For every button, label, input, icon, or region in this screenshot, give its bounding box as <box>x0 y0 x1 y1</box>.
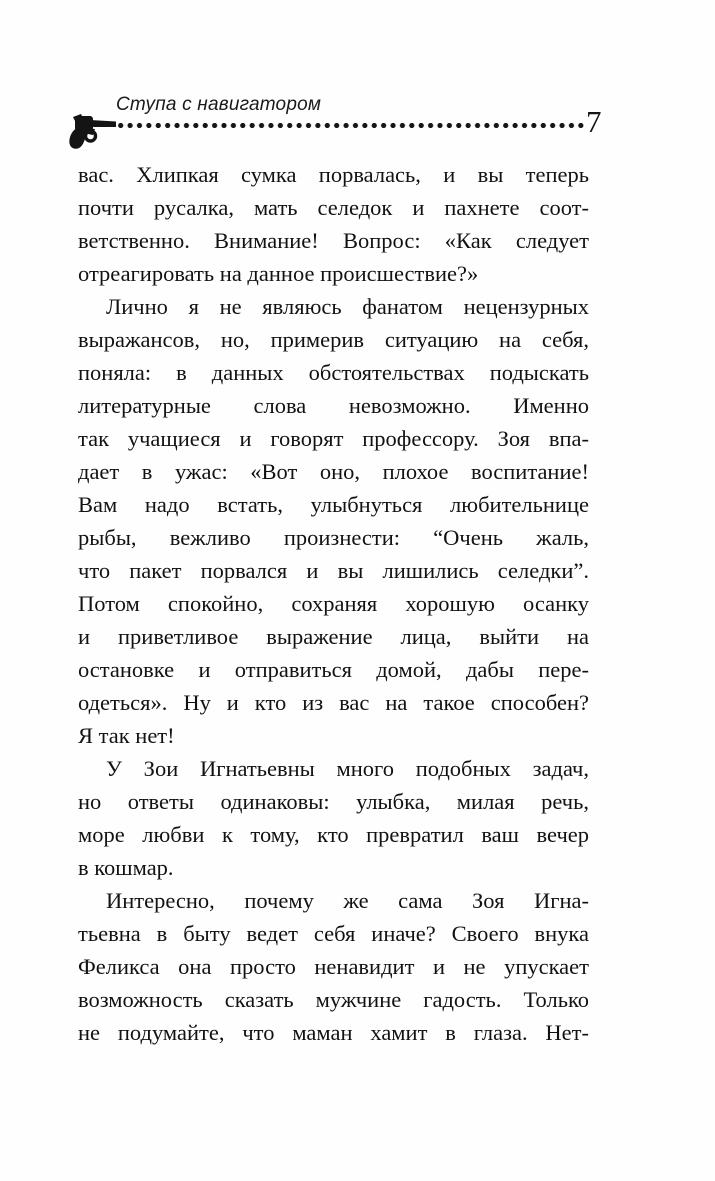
text-line: возможность сказать мужчине гадость. Только <box>78 987 589 1012</box>
text-line: ветственно. Внимание! Вопрос: «Как следует <box>78 228 589 253</box>
running-title: Ступа с навигатором <box>116 94 322 115</box>
text-line: дает в ужас: «Вот оно, плохое воспитание! <box>78 459 589 484</box>
revolver-icon <box>68 111 118 153</box>
text-line: Интересно, почему же сама Зоя Игна- <box>106 888 589 913</box>
text-line: почти русалка, мать селедок и пахнете соот- <box>78 195 589 220</box>
text-line: Феликса она просто ненавидит и не упускает <box>78 954 589 979</box>
text-line: море любви к тому, кто превратил ваш вечер <box>78 822 589 847</box>
text-line: литературные слова невозможно. Именно <box>78 393 589 418</box>
paragraph <box>78 158 589 290</box>
text-line: не подумайте, что маман хамит в глаза. Нет- <box>78 1020 589 1045</box>
text-line: остановке и отправиться домой, дабы пере- <box>78 657 589 682</box>
text-line: что пакет порвался и вы лишились селедки”. <box>78 558 589 583</box>
text-line: так учащиеся и говорят профессору. Зоя впа- <box>78 426 589 451</box>
text-line: У Зои Игнатьевны много подобных задач, <box>106 756 589 781</box>
text-line: но ответы одинаковы: улыбка, милая речь, <box>78 789 589 814</box>
text-line: Я так нет! <box>78 723 175 748</box>
paragraph <box>78 290 589 752</box>
text-line: выражансов, но, примерив ситуацию на себя, <box>78 327 589 352</box>
text-line: Потом спокойно, сохраняя хорошую осанку <box>78 591 589 616</box>
paragraph <box>78 752 589 884</box>
text-line: рыбы, вежливо произнести: “Очень жаль, <box>78 525 589 550</box>
text-line: одеться». Ну и кто из вас на такое способен? <box>78 690 589 715</box>
text-line: Вам надо встать, улыбнуться любительнице <box>78 492 589 517</box>
paragraph <box>78 884 589 1049</box>
page-number: 7 <box>586 104 602 139</box>
page-body <box>78 158 589 1049</box>
text-line: вас. Хлипкая сумка порвалась, и вы теперь <box>78 162 589 187</box>
dotted-line <box>116 122 586 129</box>
text-line: в кошмар. <box>78 855 174 880</box>
text-line: тьевна в быту ведет себя иначе? Своего внука <box>78 921 589 946</box>
text-line: отреагировать на данное происшествие?» <box>78 261 479 286</box>
text-line: и приветливое выражение лица, выйти на <box>78 624 589 649</box>
text-line: поняла: в данных обстоятельствах подыскать <box>78 360 589 385</box>
text-line: Лично я не являюсь фанатом нецензурных <box>106 294 589 319</box>
